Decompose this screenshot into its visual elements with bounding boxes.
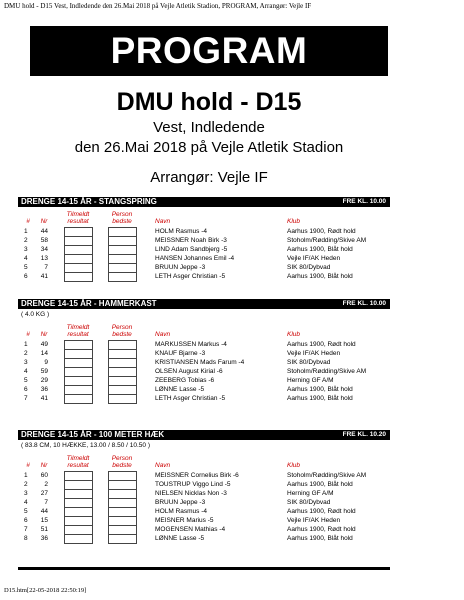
club-name: Herning GF A/M xyxy=(287,490,334,497)
club-name: Vejle IF/AK Heden xyxy=(287,255,341,262)
club-name: Herning GF A/M xyxy=(287,377,334,384)
athlete-name: BRUUN Jeppe -3 xyxy=(155,264,206,271)
table-row xyxy=(18,245,390,254)
subtitle-venue: Vest, Indledende xyxy=(153,119,265,136)
footer-divider xyxy=(18,567,390,570)
table-row xyxy=(18,263,390,272)
event-time: FRE KL. 10.00 xyxy=(342,300,386,307)
row-index: 7 xyxy=(24,395,28,402)
event-header-bar xyxy=(18,197,390,207)
registered-result-cell xyxy=(64,534,93,544)
event-header-bar xyxy=(18,430,390,440)
row-index: 1 xyxy=(24,228,28,235)
row-index: 4 xyxy=(24,499,28,506)
athlete-name: HOLM Rasmus -4 xyxy=(155,508,208,515)
table-header xyxy=(18,207,390,227)
athlete-name: KRISTIANSEN Mads Farum -4 xyxy=(155,359,245,366)
col-club-header: Klub xyxy=(287,462,301,469)
col-name-header: Navn xyxy=(155,331,171,338)
table-row xyxy=(18,507,390,516)
club-name: Aarhus 1900, Blåt hold xyxy=(287,273,353,280)
browser-print-header: DMU hold - D15 Vest, Indledende den 26.Mai 2018 på Vejle Atletik Stadion, PROGRAM, Arrangør: Vejle IF xyxy=(4,2,312,10)
bib-number: 27 xyxy=(40,490,48,497)
bib-number: 49 xyxy=(40,341,48,348)
col-name-header: Navn xyxy=(155,462,171,469)
table-row xyxy=(18,367,390,376)
bib-number: 41 xyxy=(40,273,48,280)
athlete-name: HOLM Rasmus -4 xyxy=(155,228,208,235)
bib-number: 7 xyxy=(44,264,48,271)
bib-number: 59 xyxy=(40,368,48,375)
table-row xyxy=(18,227,390,236)
athlete-name: KNAUF Bjarne -3 xyxy=(155,350,206,357)
table-row xyxy=(18,516,390,525)
row-index: 1 xyxy=(24,472,28,479)
athlete-name: MEISNER Marius -5 xyxy=(155,517,214,524)
event-note: ( 4.0 KG ) xyxy=(21,311,50,318)
event-time: FRE KL. 10.00 xyxy=(342,198,386,205)
row-index: 4 xyxy=(24,368,28,375)
col-registered-header: Tilmeldt resultat xyxy=(66,211,90,225)
row-index: 5 xyxy=(24,264,28,271)
club-name: Vejle IF/AK Heden xyxy=(287,517,341,524)
table-row xyxy=(18,340,390,349)
athlete-name: NIELSEN Nicklas Non -3 xyxy=(155,490,227,497)
row-index: 3 xyxy=(24,359,28,366)
bib-number: 36 xyxy=(40,386,48,393)
organizer: Arrangør: Vejle IF xyxy=(150,169,268,186)
personal-best-cell xyxy=(108,394,137,404)
athlete-name: TOUSTRUP Viggo Lind -5 xyxy=(155,481,231,488)
bib-number: 58 xyxy=(40,237,48,244)
event-title: DRENGE 14-15 ÅR - 100 METER HÆK xyxy=(21,430,165,439)
row-index: 6 xyxy=(24,386,28,393)
row-index: 5 xyxy=(24,508,28,515)
row-index: 6 xyxy=(24,273,28,280)
athlete-name: OLSEN August Kirial -6 xyxy=(155,368,223,375)
row-index: 1 xyxy=(24,341,28,348)
athlete-name: MEISSNER Noah Birk -3 xyxy=(155,237,227,244)
col-registered-header: Tilmeldt resultat xyxy=(66,324,90,338)
athlete-name: HANSEN Johannes Emil -4 xyxy=(155,255,235,262)
table-row xyxy=(18,489,390,498)
club-name: Aarhus 1900, Blåt hold xyxy=(287,395,353,402)
table-header xyxy=(18,320,390,340)
athlete-name: ZEEBERG Tobias -6 xyxy=(155,377,215,384)
personal-best-cell xyxy=(108,534,137,544)
event-section xyxy=(18,299,390,403)
row-index: 4 xyxy=(24,255,28,262)
bib-number: 7 xyxy=(44,499,48,506)
club-name: Stoholm/Rødding/Skive AM xyxy=(287,472,367,479)
table-row xyxy=(18,498,390,507)
event-time: FRE KL. 10.20 xyxy=(342,431,386,438)
row-index: 2 xyxy=(24,481,28,488)
club-name: Aarhus 1900, Rødt hold xyxy=(287,508,356,515)
table-row xyxy=(18,272,390,281)
club-name: Aarhus 1900, Blåt hold xyxy=(287,246,353,253)
bib-number: 9 xyxy=(44,359,48,366)
athlete-name: MARKUSSEN Markus -4 xyxy=(155,341,227,348)
subtitle-date: den 26.Mai 2018 på Vejle Atletik Stadion xyxy=(74,139,344,156)
table-row xyxy=(18,358,390,367)
bib-number: 44 xyxy=(40,508,48,515)
col-best-header: Person bedste xyxy=(111,324,133,338)
event-title: DRENGE 14-15 ÅR - STANGSPRING xyxy=(21,197,157,206)
athlete-name: MOGENSEN Mathias -4 xyxy=(155,526,226,533)
page-title: DMU hold - D15 xyxy=(116,88,302,116)
athlete-name: LØNNE Lasse -5 xyxy=(155,535,205,542)
bib-number: 34 xyxy=(40,246,48,253)
event-header-bar xyxy=(18,299,390,309)
row-index: 2 xyxy=(24,237,28,244)
athlete-name: LIND Adam Sandbjerg -5 xyxy=(155,246,228,253)
bib-number: 13 xyxy=(40,255,48,262)
club-name: Aarhus 1900, Rødt hold xyxy=(287,341,356,348)
col-name-header: Navn xyxy=(155,218,171,225)
row-index: 6 xyxy=(24,517,28,524)
bib-number: 51 xyxy=(40,526,48,533)
table-row xyxy=(18,480,390,489)
row-index: 2 xyxy=(24,350,28,357)
athlete-name: BRUUN Jeppe -3 xyxy=(155,499,206,506)
bib-number: 44 xyxy=(40,228,48,235)
col-idx-header: # xyxy=(26,462,30,469)
bib-number: 2 xyxy=(44,481,48,488)
row-index: 8 xyxy=(24,535,28,542)
table-row xyxy=(18,525,390,534)
event-title: DRENGE 14-15 ÅR - HAMMERKAST xyxy=(21,299,157,308)
table-row xyxy=(18,236,390,245)
athlete-name: LØNNE Lasse -5 xyxy=(155,386,205,393)
table-row xyxy=(18,534,390,543)
bib-number: 15 xyxy=(40,517,48,524)
bib-number: 29 xyxy=(40,377,48,384)
athlete-name: MEISSNER Cornelius Birk -6 xyxy=(155,472,239,479)
table-row xyxy=(18,349,390,358)
registered-result-cell xyxy=(64,394,93,404)
col-registered-header: Tilmeldt resultat xyxy=(66,455,90,469)
table-row xyxy=(18,394,390,403)
club-name: Aarhus 1900, Blåt hold xyxy=(287,386,353,393)
bib-number: 60 xyxy=(40,472,48,479)
club-name: Aarhus 1900, Blåt hold xyxy=(287,535,353,542)
club-name: SIK 80/Dybvad xyxy=(287,359,331,366)
bib-number: 36 xyxy=(40,535,48,542)
col-best-header: Person bedste xyxy=(111,455,133,469)
bib-number: 14 xyxy=(40,350,48,357)
row-index: 5 xyxy=(24,377,28,384)
club-name: Vejle IF/AK Heden xyxy=(287,350,341,357)
col-idx-header: # xyxy=(26,218,30,225)
event-section xyxy=(18,197,390,281)
event-section xyxy=(18,430,390,543)
bib-number: 41 xyxy=(40,395,48,402)
col-nr-header: Nr xyxy=(40,331,48,338)
club-name: Aarhus 1900, Rødt hold xyxy=(287,228,356,235)
athlete-name: LETH Asger Christian -5 xyxy=(155,395,226,402)
event-note: ( 83.8 CM, 10 HÆKKE, 13.00 / 8.50 / 10.50 ) xyxy=(21,442,150,449)
table-row xyxy=(18,254,390,263)
club-name: Aarhus 1900, Blåt hold xyxy=(287,481,353,488)
personal-best-cell xyxy=(108,272,137,282)
club-name: SIK 80/Dybvad xyxy=(287,499,331,506)
row-index: 3 xyxy=(24,246,28,253)
club-name: Stoholm/Rødding/Skive AM xyxy=(287,368,367,375)
col-best-header: Person bedste xyxy=(111,211,133,225)
club-name: SIK 80/Dybvad xyxy=(287,264,331,271)
program-banner: PROGRAM xyxy=(30,26,388,76)
col-club-header: Klub xyxy=(287,218,301,225)
athlete-name: LETH Asger Christian -5 xyxy=(155,273,226,280)
registered-result-cell xyxy=(64,272,93,282)
row-index: 3 xyxy=(24,490,28,497)
table-row xyxy=(18,376,390,385)
table-row xyxy=(18,385,390,394)
col-nr-header: Nr xyxy=(40,462,48,469)
club-name: Aarhus 1900, Rødt hold xyxy=(287,526,356,533)
row-index: 7 xyxy=(24,526,28,533)
table-row xyxy=(18,471,390,480)
col-idx-header: # xyxy=(26,331,30,338)
col-club-header: Klub xyxy=(287,331,301,338)
footer-stamp: D15.htm[22-05-2018 22:50:19] xyxy=(4,587,87,594)
club-name: Stoholm/Rødding/Skive AM xyxy=(287,237,367,244)
col-nr-header: Nr xyxy=(40,218,48,225)
table-header xyxy=(18,451,390,471)
